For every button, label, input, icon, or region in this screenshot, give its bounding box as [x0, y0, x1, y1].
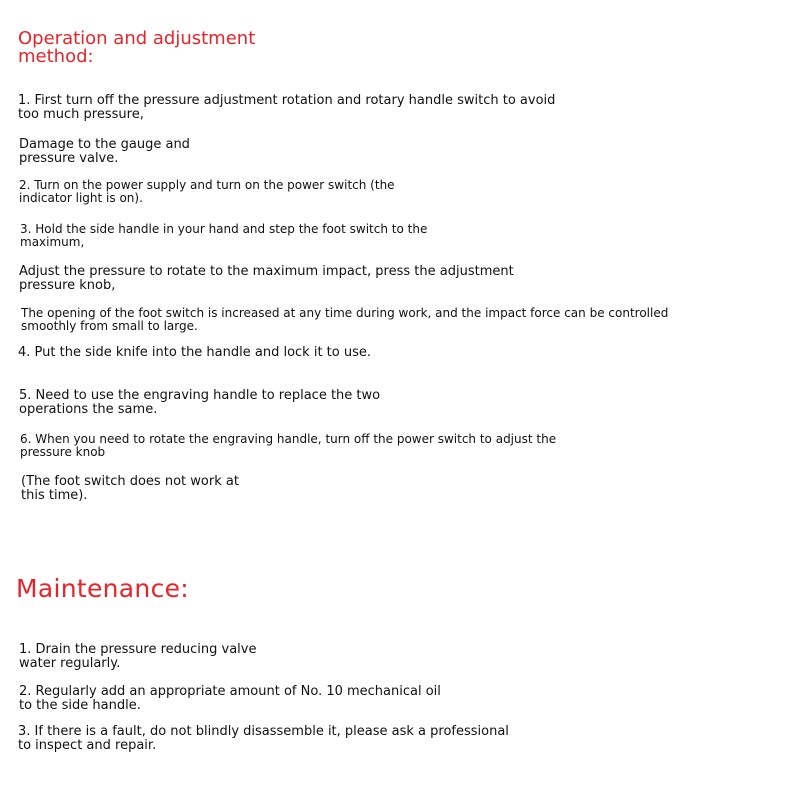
maintenance-1-line1: 1. Drain the pressure reducing valve [19, 642, 257, 657]
operation-step-3-adjust [19, 265, 514, 293]
maintenance-item-1 [19, 643, 257, 671]
operation-step-6-note [21, 475, 239, 503]
operation-heading [18, 30, 255, 66]
step-1-line2: too much pressure, [18, 107, 144, 122]
operation-step-3-foot-switch [21, 307, 668, 333]
step-3-line2: maximum, [20, 235, 85, 249]
maintenance-2-line1: 2. Regularly add an appropriate amount of No. 10 mechanical oil [19, 684, 441, 699]
operation-step-5 [19, 389, 380, 417]
step-2-line2: indicator light is on). [19, 191, 143, 205]
operation-step-4 [18, 346, 371, 360]
step-2-line1: 2. Turn on the power supply and turn on the power switch (the [19, 178, 395, 192]
step-5-line2: operations the same. [19, 402, 158, 417]
step-1b-line2: pressure valve. [19, 151, 119, 166]
step-3b-line1: Adjust the pressure to rotate to the maximum impact, press the adjustment [19, 264, 514, 279]
step-3b-line2: pressure knob, [19, 278, 116, 293]
maintenance-3-line1: 3. If there is a fault, do not blindly disassemble it, please ask a professional [18, 724, 509, 739]
step-3c-line1: The opening of the foot switch is increased at any time during work, and the impact force can be controlled [21, 306, 669, 320]
step-6b-line1: (The foot switch does not work at [21, 474, 239, 489]
step-3c-line2: smoothly from small to large. [21, 319, 198, 333]
step-6-line2: pressure knob [20, 445, 106, 459]
maintenance-2-line2: to the side handle. [19, 698, 141, 713]
maintenance-item-3 [18, 725, 509, 753]
step-1-line1: 1. First turn off the pressure adjustment rotation and rotary handle switch to avoid [18, 93, 556, 108]
step-6b-line2: this time). [21, 488, 88, 503]
operation-step-1 [18, 94, 555, 122]
maintenance-3-line2: to inspect and repair. [18, 738, 157, 753]
operation-step-3 [20, 223, 427, 249]
step-4-line1: 4. Put the side knife into the handle and lock it to use. [18, 345, 372, 360]
operation-step-1-continued [19, 138, 190, 166]
operation-heading-line2: method: [18, 46, 94, 67]
maintenance-item-2 [19, 685, 441, 713]
operation-step-6 [20, 433, 556, 459]
maintenance-heading: Maintenance: [16, 574, 190, 603]
operation-heading-line1: Operation and adjustment [18, 28, 256, 49]
maintenance-1-line2: water regularly. [19, 656, 121, 671]
step-3-line1: 3. Hold the side handle in your hand and step the foot switch to the [20, 222, 428, 236]
step-5-line1: 5. Need to use the engraving handle to replace the two [19, 388, 381, 403]
operation-step-2 [19, 179, 395, 205]
step-6-line1: 6. When you need to rotate the engraving handle, turn off the power switch to adjust the [20, 432, 557, 446]
step-1b-line1: Damage to the gauge and [19, 137, 190, 152]
